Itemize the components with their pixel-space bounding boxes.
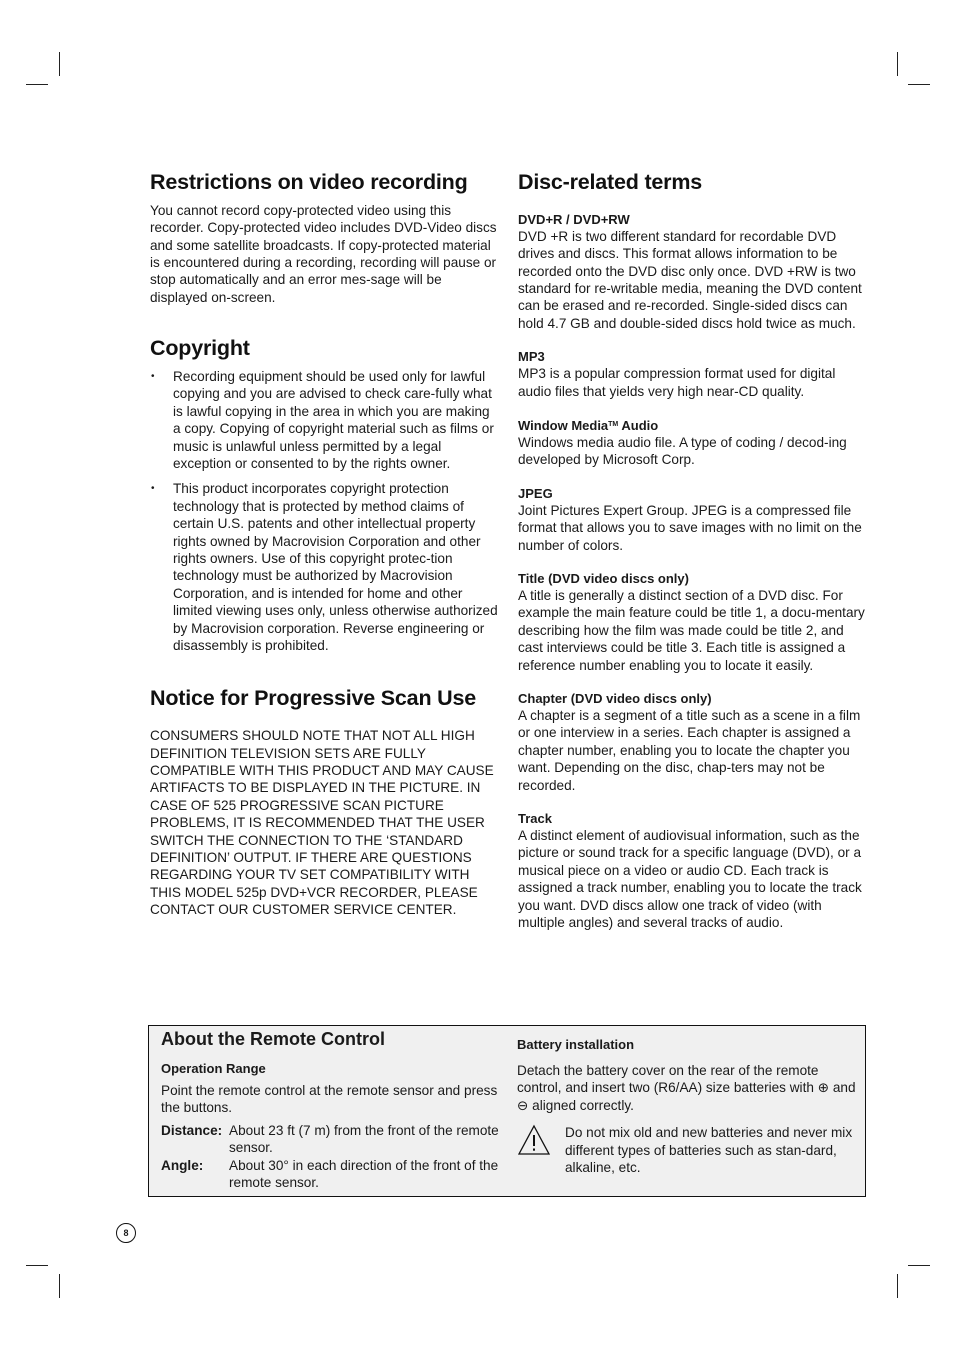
restrictions-section — [150, 170, 500, 306]
plus-icon: ⊕ — [817, 1080, 830, 1096]
term-title: DVD+R / DVD+RW — [518, 211, 630, 227]
distance-value: About 23 ft (7 m) from the front of the remote sensor. — [229, 1122, 499, 1156]
term-chapter — [518, 690, 868, 794]
crop-mark — [59, 1274, 60, 1298]
crop-mark — [908, 1265, 930, 1266]
crop-mark — [59, 52, 60, 76]
term-mp3 — [518, 348, 868, 400]
page-number: 8 — [116, 1223, 136, 1243]
bullet-text: This product incorporates copyright protection technology that is protected by method claims of certain U.S. patents and other intellectual property rights owned by Macrovision Corporation and other rights owners. Use of this copyright protec-tion technology must be authorized by Macrovision Corporation, and is intended for home and other limited viewing uses only, unless otherwise authorized by Macrovision corporation. Reverse engineering or disassembly is prohibited. — [173, 481, 498, 653]
progressive-heading: Notice for Progressive Scan Use — [150, 686, 476, 711]
remote-control-box — [148, 1025, 866, 1197]
progressive-body: CONSUMERS SHOULD NOTE THAT NOT ALL HIGH DEFINITION TELEVISION SETS ARE FULLY COMPATIBLE WITH THIS PRODUCT AND MAY CAUSE ARTIFACTS TO BE DISPLAYED IN THE PICTURE. IN CASE OF 525 PROGRESSIVE SCAN PICTURE PROBLEMS, IT IS RECOMMENDED THAT THE USER SWITCH THE CONNECTION TO THE ‘STANDARD DEFINITION’ OUTPUT. IF THERE ARE QUESTIONS REGARDING YOUR TV SET COMPATIBILITY WITH THIS MODEL 525p DVD+VCR RECORDER, PLEASE CONTACT OUR CUSTOMER SERVICE CENTER. — [150, 728, 494, 918]
battery-title: Battery installation — [517, 1037, 635, 1052]
term-title: Chapter (DVD video discs only) — [518, 691, 712, 707]
list-item: • Recording equipment should be used only for lawful copying and you are advised to check care-fully what is lawful copying in the area in which you are making a copy. Copying of copyright material such as films or music is unlawful unless permitted by a legal exception or consented to by the rights owner. — [151, 368, 494, 471]
list-item: • This product incorporates copyright protection technology that is protected by method claims of certain U.S. patents and other intellectual property rights owned by Macrovision Corporation and other rights owners. Use of this copyright protec-tion technology must be authorized by Macrovision Corporation, and is intended for home and other limited viewing uses only, unless otherwise authorized by Macrovision corporation. Reverse engineering or disassembly is prohibited. — [151, 481, 498, 653]
term-body: DVD +R is two different standard for recordable DVD drives and discs. This format allows information to be recorded onto the DVD disc only once. DVD +RW is two standard for re-writable media, meaning the DVD content can be erased and re-recorded. Single-sided discs can hold 4.7 GB and double-sided discs hold twice as much. — [518, 228, 862, 331]
term-title: Title (DVD video discs only) — [518, 571, 689, 586]
term-body: A distinct element of audiovisual information, such as the picture or sound track for a specific language (DVD), or a musical piece on a video or audio CD. Each track is assigned a track number, enabling you to locate the track you want. DVD discs allow one track of video (with multiple angles) and several tracks of audio. — [518, 828, 862, 931]
battery-body: Detach the battery cover on the rear of the remote control, and insert two (R6/AA) size batteries with ⊕ and ⊖ aligned correctly. — [517, 1063, 856, 1113]
bullet-text: Recording equipment should be used only for lawful copying and you are advised to check care-fully what is lawful copying in the area in which you are making a copy. Copying of copyright material such as films or music is unlawful unless permitted by a legal exception or consented to by the rights owner. — [173, 368, 494, 471]
term-jpeg — [518, 485, 868, 554]
progressive-section — [150, 686, 500, 918]
term-body: A chapter is a segment of a title such as a scene in a film or one interview in a series. Each chapter is assigned a chapter number, enabling you to locate the chapter you want. Depending on the disc, chap-ters may not be recorded. — [518, 708, 861, 793]
restrictions-heading: Restrictions on video recording — [150, 170, 468, 194]
disc-terms-heading: Disc-related terms — [518, 170, 703, 194]
term-title: JPEG — [518, 485, 553, 501]
term-title: Window Media™ Audio — [518, 417, 659, 433]
crop-mark — [26, 1265, 48, 1266]
battery-panel — [517, 1036, 857, 1176]
term-body: Windows media audio file. A type of coding / decod-ing developed by Microsoft Corp. — [518, 434, 847, 468]
warning-text: Do not mix old and new batteries and never mix different types of batteries such as stan-dard, alkaline, etc. — [565, 1125, 853, 1176]
angle-label: Angle: — [161, 1157, 204, 1173]
operation-range-body: Point the remote control at the remote sensor and press the buttons. — [161, 1083, 498, 1116]
term-body: MP3 is a popular compression format used for digital audio files that yields very high near-CD quality. — [518, 366, 836, 399]
term-title: Track — [518, 811, 552, 827]
restrictions-body: You cannot record copy-protected video using this recorder. Copy-protected video includes DVD-Video discs and some satellite broadcasts. If copy-protected material is encountered during a recording, recording will pause or stop automatically and an error mes-sage will be displayed on-screen. — [150, 202, 497, 305]
remote-heading: About the Remote Control — [161, 1029, 385, 1049]
battery-warning — [517, 1124, 857, 1176]
crop-mark — [26, 84, 48, 85]
trademark-mark: TM — [608, 420, 619, 428]
term-wma — [518, 416, 868, 469]
copyright-section — [150, 336, 500, 654]
copyright-heading: Copyright — [150, 336, 250, 361]
crop-mark — [897, 1274, 898, 1298]
copyright-list — [150, 368, 500, 655]
distance-spec — [161, 1122, 501, 1157]
left-column — [150, 170, 500, 949]
operation-range-title: Operation Range — [161, 1061, 266, 1076]
term-track — [518, 810, 868, 931]
term-dvd — [518, 211, 868, 332]
minus-icon: ⊖ — [517, 1097, 529, 1113]
angle-value: About 30° in each direction of the front of the remote sensor. — [229, 1157, 499, 1191]
distance-label: Distance: — [161, 1122, 223, 1138]
crop-mark — [897, 52, 898, 76]
right-column — [518, 170, 868, 948]
warning-triangle-icon — [517, 1124, 565, 1176]
term-title-dvd — [518, 570, 868, 674]
angle-spec — [161, 1157, 501, 1192]
crop-mark — [908, 84, 930, 85]
term-body: A title is generally a distinct section of a DVD disc. For example the main feature could be title 1, a docu-mentary describing how the film was made could be title 2, and cast interviews could be title 3. Each title is assigned a reference number enabling you to locate it easily. — [518, 588, 865, 673]
term-title: MP3 — [518, 349, 545, 365]
operation-range-panel — [161, 1029, 501, 1191]
term-body: Joint Pictures Expert Group. JPEG is a compressed file format that allows you to save images with no limit on the number of colors. — [518, 502, 862, 553]
